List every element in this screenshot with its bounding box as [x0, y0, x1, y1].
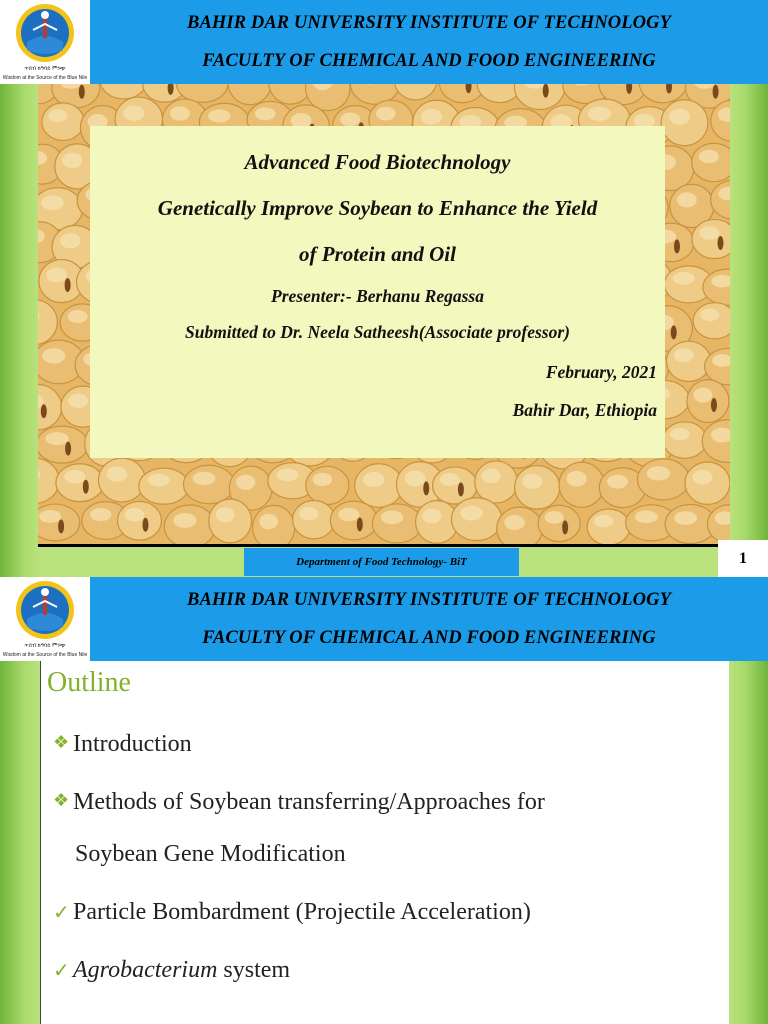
title-box: [90, 126, 665, 458]
header-banner: [90, 0, 768, 84]
university-name: BAHIR DAR UNIVERSITY INSTITUTE OF TECHNOLOGY: [187, 590, 671, 610]
header-banner: [90, 577, 768, 661]
soybean-shape: [514, 84, 565, 110]
place: Bahir Dar, Ethiopia: [512, 400, 657, 420]
logo-amharic-text: ጥበብ ከዓባይ ምንጭ: [24, 643, 66, 649]
soybean-shape: [184, 465, 235, 503]
outline-item-text: Introduction: [73, 731, 192, 757]
soybean-shape: [306, 466, 349, 504]
outline-item-agrobacterium: [53, 957, 290, 984]
soybean-shape: [330, 501, 377, 540]
soybean-shape: [139, 468, 189, 504]
slide-2: [0, 577, 768, 1024]
outline-title: Outline: [47, 667, 131, 698]
soybean-shape: [692, 143, 730, 181]
soybean-shape: [394, 84, 436, 100]
soybean-shape: [42, 103, 84, 141]
university-logo: [0, 577, 90, 661]
soybean-shape: [663, 422, 707, 459]
diamond-bullet-icon: ❖: [53, 732, 70, 752]
outline-item-text: Methods of Soybean transferring/Approaches for: [73, 789, 545, 815]
soybean-shape: [497, 507, 543, 544]
date: February, 2021: [545, 362, 657, 382]
soybean-shape: [38, 385, 62, 430]
logo-amharic-text: ጥበብ ከዓባይ ምንጭ: [24, 66, 66, 72]
checkmark-bullet-icon: ✓: [53, 902, 70, 924]
footer-text: Department of Food Technology- BiT: [296, 556, 467, 568]
diamond-bullet-icon: ❖: [53, 790, 70, 810]
presentation-title-line2: of Protein and Oil: [299, 242, 456, 266]
soybean-shape: [293, 501, 335, 539]
outline-item-text: Particle Bombardment (Projectile Acceleration): [73, 899, 531, 925]
slide-divider: [38, 544, 730, 547]
page-number: 1: [718, 540, 768, 577]
soybean-shape: [587, 509, 630, 544]
soybean-shape: [253, 505, 295, 544]
outline-item-text: system: [217, 957, 291, 983]
checkmark-bullet-icon: ✓: [53, 960, 70, 982]
submitted-to: Submitted to Dr. Neela Satheesh(Associate professor): [184, 322, 570, 342]
soybean-shape: [38, 300, 57, 345]
outline-item-introduction: [53, 731, 192, 758]
soybean-shape: [38, 504, 80, 541]
outline-item-methods-continuation: Soybean Gene Modification: [75, 841, 346, 867]
soybean-shape: [692, 219, 730, 258]
outline-content: [40, 661, 729, 1024]
soybean-shape: [707, 505, 730, 544]
soybean-shape: [451, 498, 501, 541]
soybean-shape: [702, 420, 730, 463]
soybean-shape: [515, 465, 560, 509]
soybean-shape: [209, 499, 252, 543]
footer-department: [244, 548, 519, 576]
soybean-shape: [38, 426, 88, 463]
soybean-shape: [685, 462, 730, 504]
presenter: Presenter:- Berhanu Regassa: [271, 286, 484, 306]
soybean-shape: [99, 458, 146, 502]
soybean-shape: [711, 180, 730, 219]
soybean-shape: [372, 504, 421, 543]
soybean-shape: [661, 100, 708, 146]
logo-caption-text: Wisdom at the Source of the Blue Nile: [2, 75, 88, 81]
university-name: BAHIR DAR UNIVERSITY INSTITUTE OF TECHNOLOGY: [187, 13, 671, 33]
presentation-title-line1: Genetically Improve Soybean to Enhance the Yield: [157, 196, 598, 220]
soybean-shape: [559, 462, 604, 507]
soybean-shape: [538, 505, 580, 541]
outline-item-methods: [53, 789, 545, 816]
soybean-shape: [666, 341, 710, 381]
soybean-shape: [164, 505, 215, 544]
soybean-shape: [687, 380, 729, 423]
faculty-name: FACULTY OF CHEMICAL AND FOOD ENGINEERING: [202, 51, 656, 71]
soybean-shape: [56, 464, 104, 502]
soybean-shape: [693, 303, 730, 339]
faculty-name: FACULTY OF CHEMICAL AND FOOD ENGINEERING: [202, 628, 656, 648]
soybean-shape: [118, 501, 162, 540]
soybean-shape: [637, 459, 689, 500]
logo-caption-text: Wisdom at the Source of the Blue Nile: [2, 652, 88, 658]
outline-item-italic-text: Agrobacterium: [73, 957, 218, 983]
soybean-shape: [475, 461, 518, 503]
course-title: Advanced Food Biotechnology: [244, 150, 511, 174]
university-logo: [0, 0, 90, 84]
soybean-shape: [355, 464, 403, 507]
outline-item-particle-bombardment: [53, 899, 531, 926]
